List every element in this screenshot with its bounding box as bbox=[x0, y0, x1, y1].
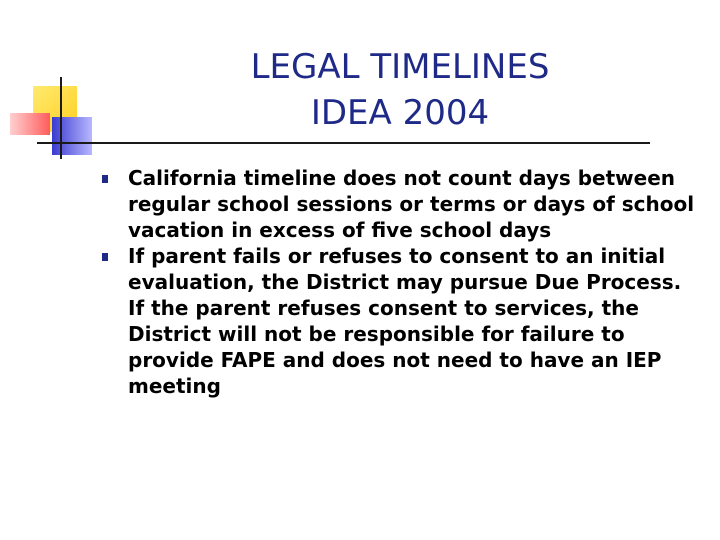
logo-vertical-line bbox=[60, 77, 62, 159]
logo-red-square bbox=[10, 113, 50, 135]
square-bullet-icon bbox=[102, 175, 108, 183]
bullet-item bbox=[95, 165, 700, 243]
slide-title bbox=[190, 44, 610, 136]
slide-title-line-2: IDEA 2004 bbox=[310, 93, 490, 133]
logo-blue-square bbox=[52, 117, 92, 155]
slide-title-line-1: LEGAL TIMELINES bbox=[250, 47, 550, 87]
bullet-text: If parent fails or refuses to consent to an initial evaluation, the District may pursue Due Process. If the parent refuses consent to services, the District will not be responsible for failure to provide FAPE and does not need to have an IEP meeting bbox=[128, 244, 682, 398]
bullet-item bbox=[95, 243, 700, 399]
bullet-text: California timeline does not count days between regular school sessions or terms or days of school vacation in excess of five school days bbox=[128, 166, 695, 242]
square-bullet-icon bbox=[102, 253, 108, 261]
bullet-list bbox=[95, 165, 700, 399]
title-divider-line bbox=[37, 142, 650, 144]
